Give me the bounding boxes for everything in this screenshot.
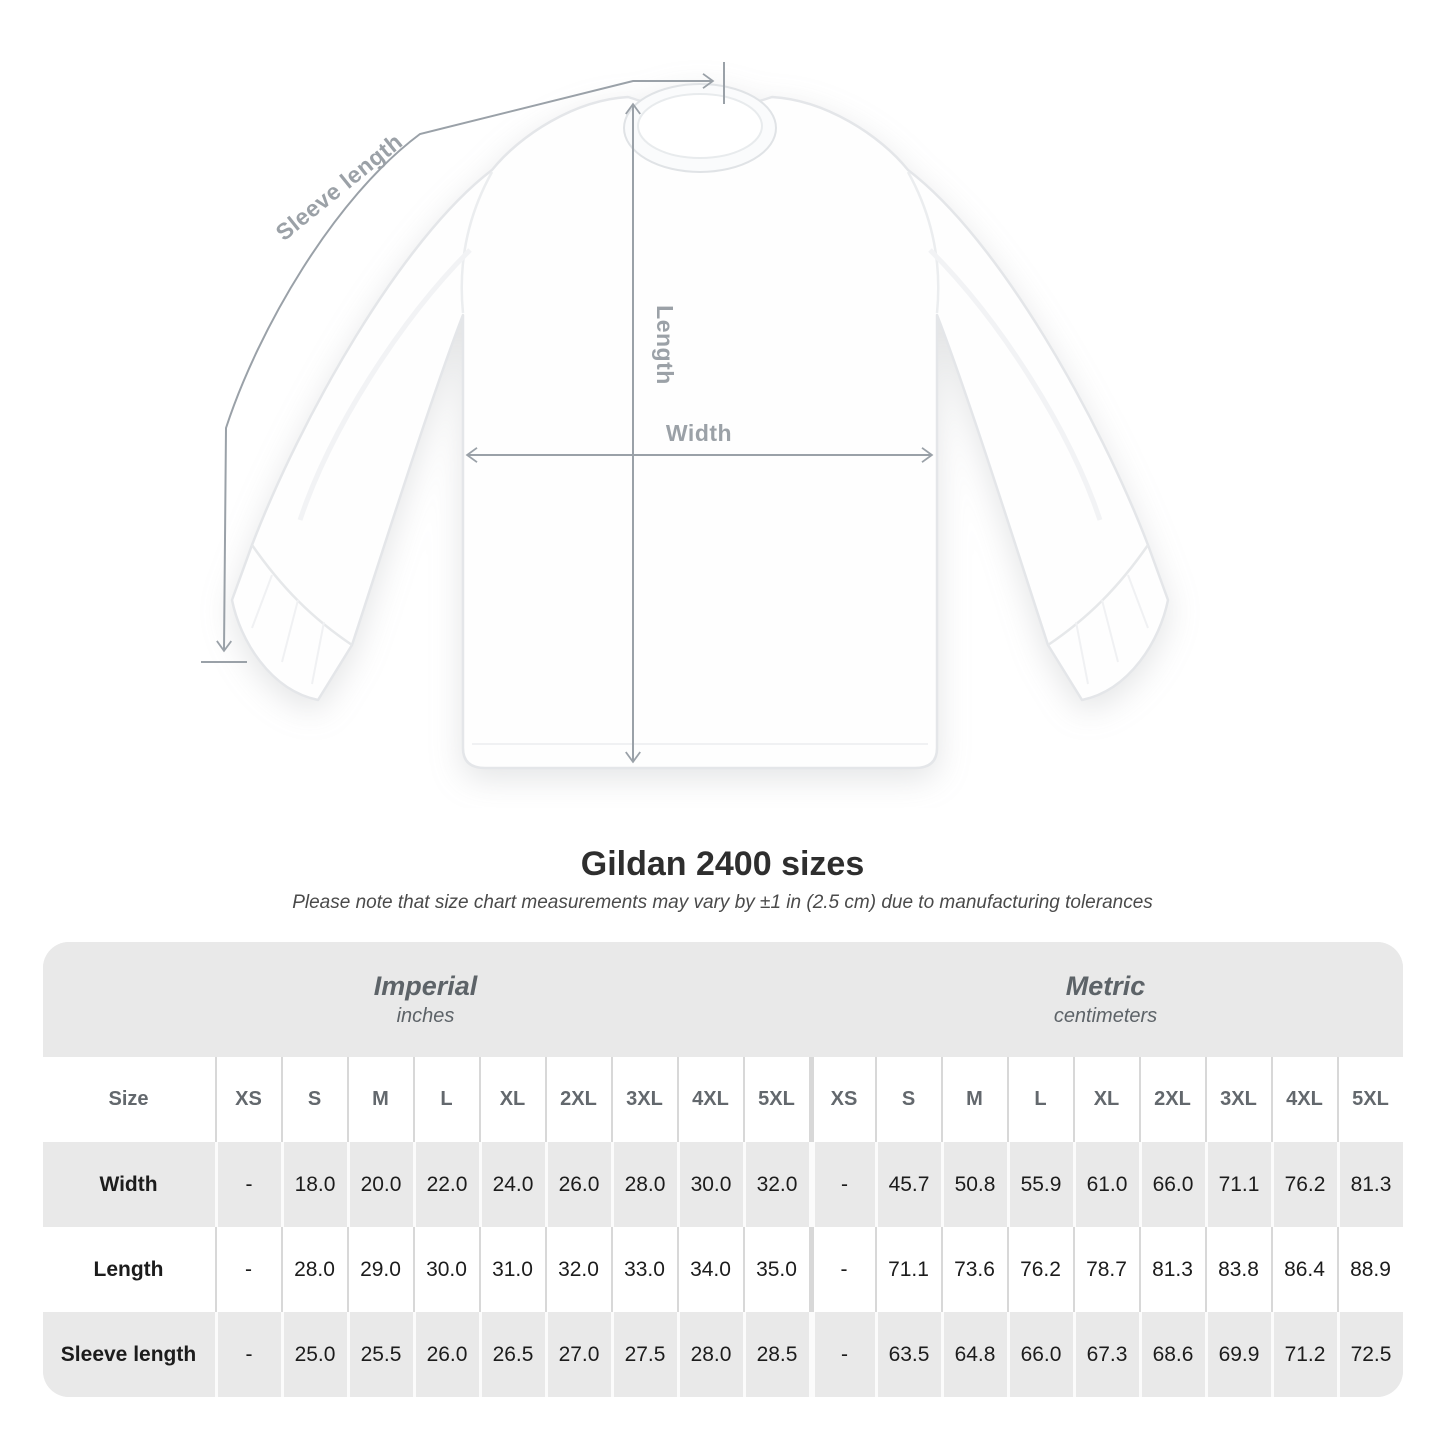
table-cell: - xyxy=(215,1312,281,1397)
table-cell: 26.0 xyxy=(545,1142,611,1227)
row-label: Length xyxy=(93,1257,164,1281)
table-cell: 24.0 xyxy=(479,1142,545,1227)
table-cell: 34.0 xyxy=(677,1227,743,1312)
table-cell: 81.3 xyxy=(1337,1142,1403,1227)
size-col-header: XS xyxy=(215,1057,281,1142)
table-cell: 88.9 xyxy=(1337,1227,1403,1312)
metric-section-header xyxy=(809,942,1403,1057)
page-subtitle: Please note that size chart measurements may vary by ±1 in (2.5 cm) due to manufacturing tolerances xyxy=(292,892,1153,913)
units-band xyxy=(43,942,1403,1057)
size-header-row xyxy=(43,1057,1403,1142)
table-cell: 66.0 xyxy=(1139,1142,1205,1227)
table-cell: 76.2 xyxy=(1271,1142,1337,1227)
table-cell: 63.5 xyxy=(875,1312,941,1397)
size-col-header: 5XL xyxy=(743,1057,809,1142)
table-cell: 33.0 xyxy=(611,1227,677,1312)
table-cell: 64.8 xyxy=(941,1312,1007,1397)
size-col-header: S xyxy=(875,1057,941,1142)
table-row-length xyxy=(43,1227,1403,1312)
table-cell: 32.0 xyxy=(743,1142,809,1227)
table-cell: 71.2 xyxy=(1271,1312,1337,1397)
size-col-header: 4XL xyxy=(1271,1057,1337,1142)
table-cell: 71.1 xyxy=(1205,1142,1271,1227)
table-row-width xyxy=(43,1142,1403,1227)
table-cell: 61.0 xyxy=(1073,1142,1139,1227)
page-title: Gildan 2400 sizes xyxy=(580,845,865,883)
table-cell: 25.0 xyxy=(281,1312,347,1397)
table-cell: 22.0 xyxy=(413,1142,479,1227)
table-cell: 28.5 xyxy=(743,1312,809,1397)
table-cell: 31.0 xyxy=(479,1227,545,1312)
table-cell: 30.0 xyxy=(677,1142,743,1227)
size-col-header: M xyxy=(941,1057,1007,1142)
imperial-section-header xyxy=(43,942,809,1057)
table-cell: 66.0 xyxy=(1007,1312,1073,1397)
table-cell: 83.8 xyxy=(1205,1227,1271,1312)
size-col-header: 3XL xyxy=(1205,1057,1271,1142)
table-cell: 28.0 xyxy=(677,1312,743,1397)
length-label: Length xyxy=(652,305,678,385)
size-col-header: 3XL xyxy=(611,1057,677,1142)
sleeve-length-label: Sleeve length xyxy=(270,127,408,246)
table-cell: 50.8 xyxy=(941,1142,1007,1227)
size-col-header: XS xyxy=(809,1057,875,1142)
table-cell: 35.0 xyxy=(743,1227,809,1312)
width-label: Width xyxy=(665,420,733,446)
table-cell: - xyxy=(809,1227,875,1312)
size-header-label: Size xyxy=(108,1088,149,1110)
table-cell: 27.5 xyxy=(611,1312,677,1397)
row-label: Sleeve length xyxy=(60,1342,197,1366)
table-cell: - xyxy=(809,1142,875,1227)
size-col-header: 5XL xyxy=(1337,1057,1403,1142)
table-cell: 28.0 xyxy=(281,1227,347,1312)
imperial-title: Imperial xyxy=(373,971,478,1001)
size-col-header: 4XL xyxy=(677,1057,743,1142)
table-cell: 45.7 xyxy=(875,1142,941,1227)
table-cell: 55.9 xyxy=(1007,1142,1073,1227)
table-cell: 28.0 xyxy=(611,1142,677,1227)
size-col-header: XL xyxy=(479,1057,545,1142)
table-cell: 71.1 xyxy=(875,1227,941,1312)
size-col-header: S xyxy=(281,1057,347,1142)
table-cell: 27.0 xyxy=(545,1312,611,1397)
size-col-header: XL xyxy=(1073,1057,1139,1142)
table-cell: 26.5 xyxy=(479,1312,545,1397)
table-cell: 73.6 xyxy=(941,1227,1007,1312)
table-cell: 25.5 xyxy=(347,1312,413,1397)
collar-inner xyxy=(638,94,762,158)
table-cell: 76.2 xyxy=(1007,1227,1073,1312)
table-cell: 78.7 xyxy=(1073,1227,1139,1312)
size-col-header: L xyxy=(413,1057,479,1142)
table-cell: 86.4 xyxy=(1271,1227,1337,1312)
table-cell: - xyxy=(809,1312,875,1397)
metric-unit: centimeters xyxy=(1053,1005,1158,1027)
table-cell: - xyxy=(215,1227,281,1312)
table-cell: 30.0 xyxy=(413,1227,479,1312)
table-cell: 68.6 xyxy=(1139,1312,1205,1397)
table-cell: 20.0 xyxy=(347,1142,413,1227)
table-cell: 69.9 xyxy=(1205,1312,1271,1397)
table-cell: 18.0 xyxy=(281,1142,347,1227)
size-col-header: 2XL xyxy=(1139,1057,1205,1142)
table-cell: - xyxy=(215,1142,281,1227)
table-cell: 32.0 xyxy=(545,1227,611,1312)
size-col-header: L xyxy=(1007,1057,1073,1142)
table-cell: 26.0 xyxy=(413,1312,479,1397)
size-table xyxy=(43,942,1403,1397)
imperial-unit: inches xyxy=(396,1005,455,1027)
size-col-header: M xyxy=(347,1057,413,1142)
metric-title: Metric xyxy=(1065,971,1146,1001)
row-label: Width xyxy=(99,1172,158,1196)
size-col-header: 2XL xyxy=(545,1057,611,1142)
table-cell: 72.5 xyxy=(1337,1312,1403,1397)
table-cell: 67.3 xyxy=(1073,1312,1139,1397)
table-row-sleeve-length xyxy=(43,1312,1403,1397)
table-cell: 81.3 xyxy=(1139,1227,1205,1312)
table-cell: 29.0 xyxy=(347,1227,413,1312)
